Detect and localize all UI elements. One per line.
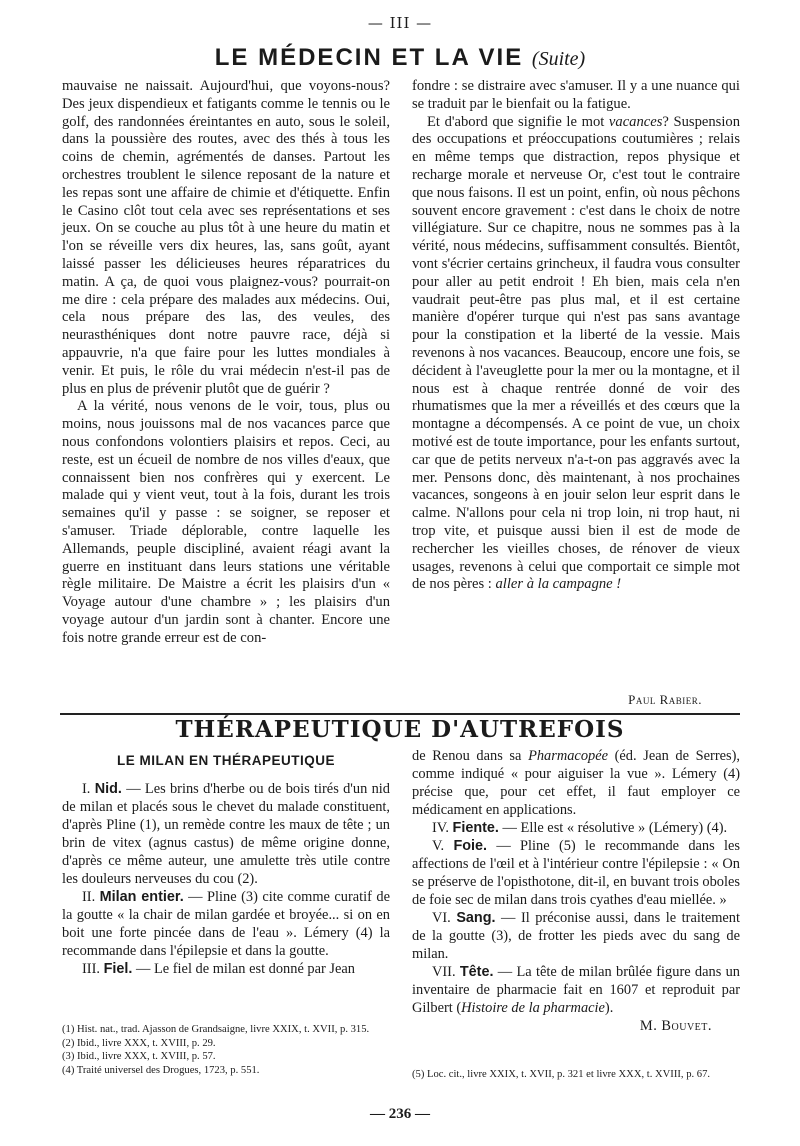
article2-column-right [412, 747, 740, 1035]
footnotes-left [62, 1023, 390, 1077]
article1-column-right [412, 78, 740, 594]
entry-heading: Fiente. [452, 820, 499, 836]
text-run: (éd. Jean de Serres), comme indiqué « pour aiguiser la vue ». Lémery (4) précise que, pour cet effet, il faut employer ce médicament en applications. [412, 748, 740, 818]
entry-text: ). [604, 1000, 614, 1016]
italic-term-vacances: vacances [608, 113, 663, 130]
article2-title: THÉRAPEUTIQUE D'AUTREFOIS [175, 716, 625, 743]
article1-paragraph [412, 114, 740, 595]
text-run: de Renou dans sa [412, 748, 522, 764]
entry-text: — Le fiel de milan est donné par Jean [136, 961, 355, 977]
entry-fiel-continued [412, 747, 740, 819]
entry-heading: Milan entier. [99, 889, 184, 905]
entry-text: — La tête de milan brûlée figure dans un inventaire de pharmacie fait en 1607 et reproduit par Gilbert ( [412, 964, 740, 1016]
entry-fiel [62, 960, 390, 978]
entry-number: IV. [432, 820, 449, 836]
entry-heading: Nid. [94, 781, 122, 797]
entry-text: — Pline (3) cite comme curatif de la goutte « la chair de milan gardée et broyée... si on en boit une forte pincée dans de l'eau ». Lémery (4) la recommande dans l'épilepsie et dans la goutte. [62, 889, 390, 959]
article-title-medecin-et-la-vie [0, 44, 800, 72]
italic-book-title: Pharmacopée [528, 748, 608, 764]
entry-heading: Fiel. [103, 961, 133, 977]
article2-subtitle: LE MILAN EN THÉRAPEUTIQUE [116, 753, 335, 768]
entry-text: — Elle est « résolutive » (Lémery) (4). [502, 820, 728, 836]
footnotes-right [412, 1068, 740, 1082]
article1-paragraph: mauvaise ne naissait. Aujourd'hui, que voyons-nous? Des jeux dispendieux et fatigants comme le tennis ou le golf, des randonnées éreintantes en auto, sous le soleil, dans la poussière des routes, avec des thés à tous les coins de chemin, agrémentés de danses. Partout les orchestres troublent le silence reposant de la nature et les repas sont une affaire de chimie et d'étiquette. Enfin le Casino clôt tout cela avec ses représentations et ses jeux. On se couche au plus tôt à une heure du matin et l'on se réveille vers dix heures, las, sans goût, ayant laissé passer les délicieuses heures réparatrices du matin. A ça, de quoi vous plaignez-vous? pourrait-on me dire : cela prépare des malades aux médecins. Oui, cela nous prépare des las, des veules, des neurasthéniques dont notre pauvre race, déjà si appauvrie, n'a que faire pour les luttes mondiales à venir. Et puis, le rôle du vrai médecin n'est-il pas de plus en plus de prévenir plutôt que de guérir ? [62, 78, 390, 397]
article-title-suite: (Suite) [531, 48, 586, 70]
entry-foie [412, 837, 740, 909]
entry-number: III. [82, 961, 100, 977]
footnote: (1) Hist. nat., trad. Ajasson de Grandsaigne, livre XXIX, t. XVII, p. 315. [62, 1024, 370, 1035]
article-title-text: LE MÉDECIN ET LA VIE [214, 44, 524, 71]
entry-milan-entier [62, 888, 390, 960]
entry-text: — Pline (5) le recommande dans les affections de l'œil et à l'intérieur contre l'épilepsie : « On se préserve de l'opisthotone, dit-il, en buvant trois oboles de foie sec de milan dans trois cyathes d'eau miellée. » [412, 838, 740, 908]
italic-quote-campagne: aller à la campagne ! [495, 576, 622, 593]
entry-tete [412, 963, 740, 1017]
entry-number: II. [82, 889, 96, 905]
entry-number: I. [82, 781, 91, 797]
footnote: (2) Ibid., livre XXX, t. XVIII, p. 29. [62, 1037, 216, 1049]
entry-sang [412, 909, 740, 963]
entry-text: — Les brins d'herbe ou de bois tirés d'un nid de milan et placés sous le chevet du malade constituent, d'après Pline (1), un remède contre les maux de tête ; un brin de vitex (agnus castus) de même origine donne, d'après ce même auteur, une amulette très utile contre les douleurs nerveuses du cou (2). [62, 781, 390, 887]
entry-fiente [412, 819, 740, 837]
page-roman-number: — III — [367, 14, 433, 32]
entry-text: — Il préconise aussi, dans le traitement de la goutte (3), de frotter les pieds avec du sang de milan. [412, 910, 740, 962]
section-divider [60, 713, 740, 715]
footnote: (3) Ibid., livre XXX, t. XVIII, p. 57. [62, 1051, 216, 1062]
footnote: (5) Loc. cit., livre XXIX, t. XVII, p. 321 et livre XXX, t. XVIII, p. 67. [412, 1069, 711, 1080]
entry-heading: Sang. [456, 910, 496, 926]
page-folio: — 236 — [370, 1106, 430, 1122]
article2-signature: M. Bouvet. [639, 1018, 712, 1034]
entry-number: V. [432, 838, 445, 854]
entry-number: VII. [432, 964, 456, 980]
footnote: (4) Traité universel des Drogues, 1723, p. 551. [62, 1064, 260, 1076]
article1-paragraph: fondre : se distraire avec s'amuser. Il y a une nuance qui se traduit par le bienfait ou la fatigue. [412, 78, 740, 112]
italic-book-title: Histoire de la pharmacie [461, 1000, 605, 1016]
article1-paragraph: A la vérité, nous venons de le voir, tous, plus ou moins, nous jouissons mal de nos vacances parce que nous confondons volontiers plaisirs et repos. Ceci, au reste, est un écueil de nombre de nos villes d'eaux, que connaissent bien nos confrères qui y exercent. Le malade qui y vient veut, tout à la fois, durant les trois semaines qu'il y passe : se soigner, se reposer et s'amuser. Triade déplorable, contre laquelle les Allemands, peuple discipliné, avaient réagi avant la guerre en instituant dans leurs stations une véritable règle militaire. De Maistre a écrit les plaisirs d'un « Voyage autour d'une chambre » ; les plaisirs d'un voyage autour d'un jardin sont à chanter. Encore une fois notre grande erreur est de con- [62, 398, 390, 646]
article1-column-left [62, 78, 390, 648]
entry-nid [62, 780, 390, 888]
article1-signature: Paul Rabier. [628, 692, 702, 707]
text-run: ? Suspension des occupations et préoccupations coutumières ; relais en même temps que distraction, repos physique et recharge morale et nerveuse Or, c'est tout le contraire que nous faisons. Il est un point, enfin, où nous pêchons souvent encore gravement : c'est dans le choix de notre villégiature. Sur ce chapitre, nous ne sommes pas à la vérité, nous médecins, suffisamment consultés. Bientôt, vont s'écrier certains grincheux, il faudra vous consulter pour aller au petit endroit ! Eh bien, mais cela n'en vaudrait peut-être pas plus mal, et il est certaine manière d'opérer turque qui n'est pas sans avantage pour la constipation et la liberté de la vessie. Mais revenons à nos vacances. Beaucoup, encore une fois, se décident à l'aveuglette pour la mer ou la montagne, et il nous est à chaque rentrée donné de voir des rhumatismes que la mer a réveillés et des cœurs que la montagne a décompensés. A ce point de vue, un choix motivé est de toute importance, pour les enfants surtout, car que de petits nerveux n'a-t-on pas aggravés avec la mer. Pensons donc, dès maintenant, à nos prochaines vacances, songeons à en jouir selon leur esprit dans le calme. N'allons pour cela ni trop loin, ni trop haut, ni trop vite, et puisque aussi bien il est de mode de rechercher les vieilles choses, de rénover de vieux usages, revenons à celui que comportait ce simple mot de nos pères : [412, 113, 740, 593]
article2-column-left [62, 780, 390, 978]
entry-heading: Foie. [453, 838, 488, 854]
entry-number: VI. [432, 910, 451, 926]
entry-heading: Tête. [459, 964, 494, 980]
text-run: Et d'abord que signifie le mot [427, 113, 605, 130]
